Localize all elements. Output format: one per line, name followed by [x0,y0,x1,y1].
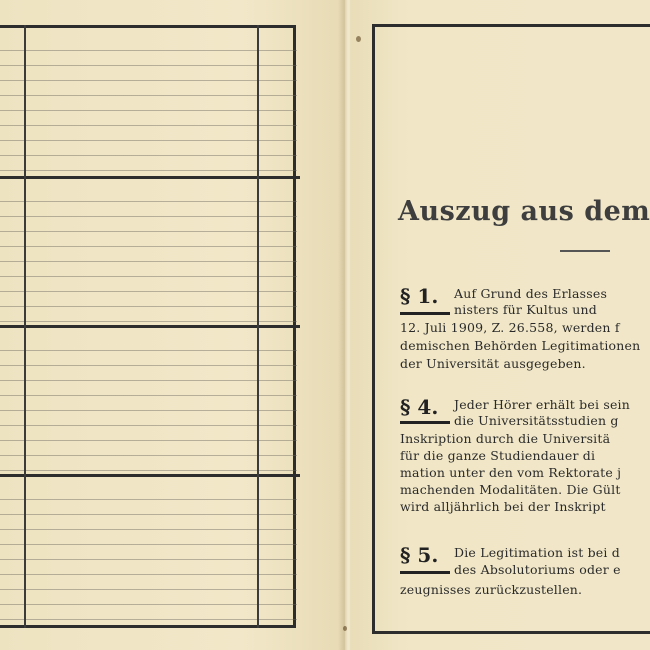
ledger-block [0,477,297,625]
paragraph-line: Inskription durch die Universitä [400,431,611,446]
ledger-block [0,328,297,474]
paragraph-number: § 4. [400,395,439,419]
title-rule [560,250,610,252]
paragraph-line: der Universität ausgegeben. [400,356,586,371]
paragraph-line: die Universitätsstudien g [454,413,619,428]
paragraph-line: des Absolutoriums oder e [454,562,621,577]
paragraph-line: wird alljährlich bei der Inskript [400,499,606,514]
paragraph-line: 12. Juli 1909, Z. 26.558, werden f [400,320,620,335]
page-title: Auszug aus dem [398,196,650,227]
ledger-column-line [257,25,259,628]
ledger-block [0,28,297,176]
age-spot [356,36,361,42]
paragraph-number-rule [400,312,450,315]
paragraph-5 [400,543,650,613]
paragraph-line: zeugnisses zurückzustellen. [400,582,583,597]
ledger-column-line [24,25,26,628]
book-spine [338,0,352,650]
age-spot [343,626,347,631]
paragraph-line: machenden Modalitäten. Die Gült [400,482,621,497]
paragraph-number: § 1. [400,284,439,308]
paragraph-1 [400,284,650,384]
paragraph-line: Jeder Hörer erhält bei sein [454,397,631,412]
paragraph-line: nisters für Kultus und [454,302,597,317]
paragraph-line: Auf Grund des Erlasses [454,286,608,301]
paragraph-number: § 5. [400,543,439,567]
paragraph-line: für die ganze Studiendauer di [400,448,596,463]
paragraph-number-rule [400,571,450,574]
paragraph-4 [400,395,650,535]
paragraph-line: demischen Behörden Legitimationen [400,338,641,353]
ledger-block [0,179,297,325]
paragraph-line: mation unter den vom Rektorate j [400,465,622,480]
paragraph-number-rule [400,421,450,424]
paragraph-line: Die Legitimation ist bei d [454,545,620,560]
